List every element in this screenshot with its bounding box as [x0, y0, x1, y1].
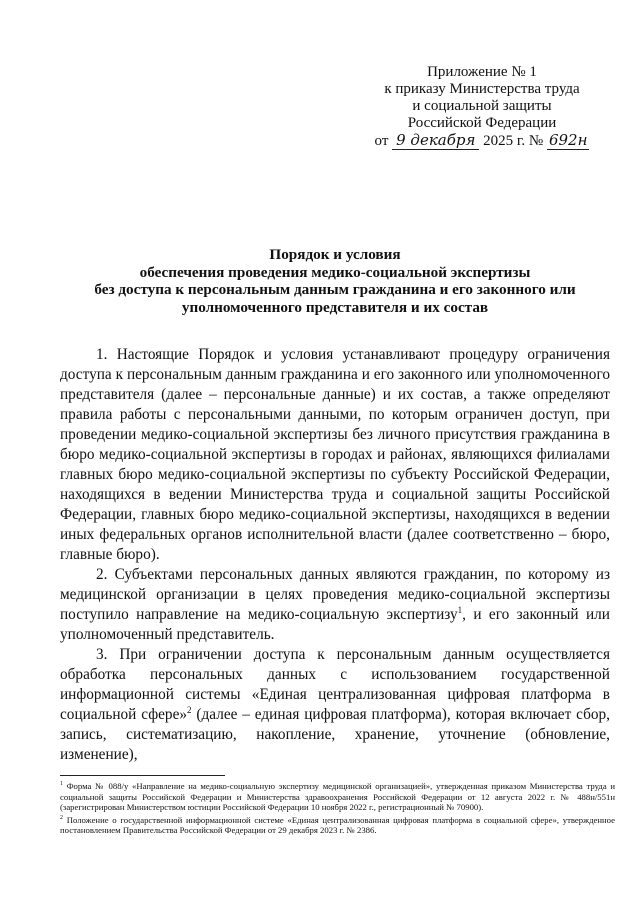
handwritten-date: 9 декабря [392, 132, 479, 150]
footnote-divider [60, 775, 225, 776]
year-suffix: 2025 г. № [483, 133, 544, 149]
footnote-ref-2: 2 [187, 704, 192, 715]
paragraph-2-text-b: , и его законный или уполномоченный представитель. [60, 606, 610, 643]
paragraph-3 [60, 645, 610, 765]
footnote-2-text: Положение о государственной информационной системе «Единая централизованная цифровая платформа в социальной сфере», утвержденное постановлением Правительства Российской Федерации от 29 декабря 2023 г. № 2386. [60, 814, 615, 835]
footnote-1-mark: 1 [60, 781, 63, 788]
handwritten-number: 692н [548, 131, 588, 149]
title-line-2: обеспечения проведения медико-социальной экспертизы [139, 263, 531, 281]
appendix-title: Приложение № 1 [427, 64, 537, 80]
title-line-1: Порядок и условия [269, 246, 401, 263]
footnote-2 [60, 815, 615, 836]
paragraph-3-text-b: (далее – единая цифровая платформа), которая включает сбор, запись, систематизацию, накопление, хранение, уточнение (обновление, изменение), [60, 706, 611, 763]
paragraph-2-text-a: 2. Субъектами персональных данных являются гражданин, по которому из медицинской организации в целях проведения медико-социальной экспертизы поступило направление на медико-социальную экспертизу [60, 566, 610, 623]
paragraph-3-text-a: 3. При ограничении доступа к персональным данным осуществляется обработка персональных данных с использованием государственной информационной системы «Единая централизованная цифровая платформа в социальной сфере» [60, 646, 610, 723]
footnote-1-text: Форма № 088/у «Направление на медико-социальную экспертизу медицинской организацией», утвержденная приказом Министерства труда и социальной защиты Российской Федерации и Министерства здравоохранения Российской Федерации от 12 августа 2022 г. № 488н/551н (зарегистрирован Министерством юстиции Российской Федерации 10 ноября 2022 г., регистрационный № 70900). [60, 781, 616, 812]
paragraph-1: 1. Настоящие Порядок и условия устанавливают процедуру ограничения доступа к персональным данным гражданина и его законного или уполномоченного представителя (далее – персональные данные) и их состав, а также определяют правила работы с персональными данными, по которым ограничен доступ, при проведении медико-социальной экспертизы без личного присутствия гражданина в бюро медико-социальной экспертизы в городах и районах, являющихся филиалами главных бюро медико-социальной экспертизы по субъекту Российской Федерации, находящихся в ведении Министерства труда и социальной защиты Российской Федерации, главных бюро медико-социальной экспертизы, находящихся в ведении иных федеральных органов исполнительной власти (далее соответственно – бюро, главные бюро). [60, 346, 610, 563]
appendix-line-order: к приказу Министерства труда [384, 81, 580, 97]
paragraph-2 [60, 565, 610, 645]
footnotes [60, 781, 615, 838]
appendix-line-country: Российской Федерации [407, 115, 557, 131]
document-body [60, 345, 610, 765]
footnote-1 [60, 781, 615, 813]
footnote-2-mark: 2 [60, 814, 63, 821]
document-title [60, 246, 610, 316]
date-prefix: от [374, 133, 389, 149]
title-line-4: уполномоченного представителя и их состав [181, 298, 489, 316]
title-line-3: без доступа к персональным данным гражданина и его законного или [94, 281, 576, 298]
appendix-date-line [352, 132, 612, 150]
appendix-header [352, 64, 612, 150]
appendix-line-ministry: и социальной защиты [412, 98, 552, 114]
footnote-ref-1: 1 [457, 604, 463, 615]
